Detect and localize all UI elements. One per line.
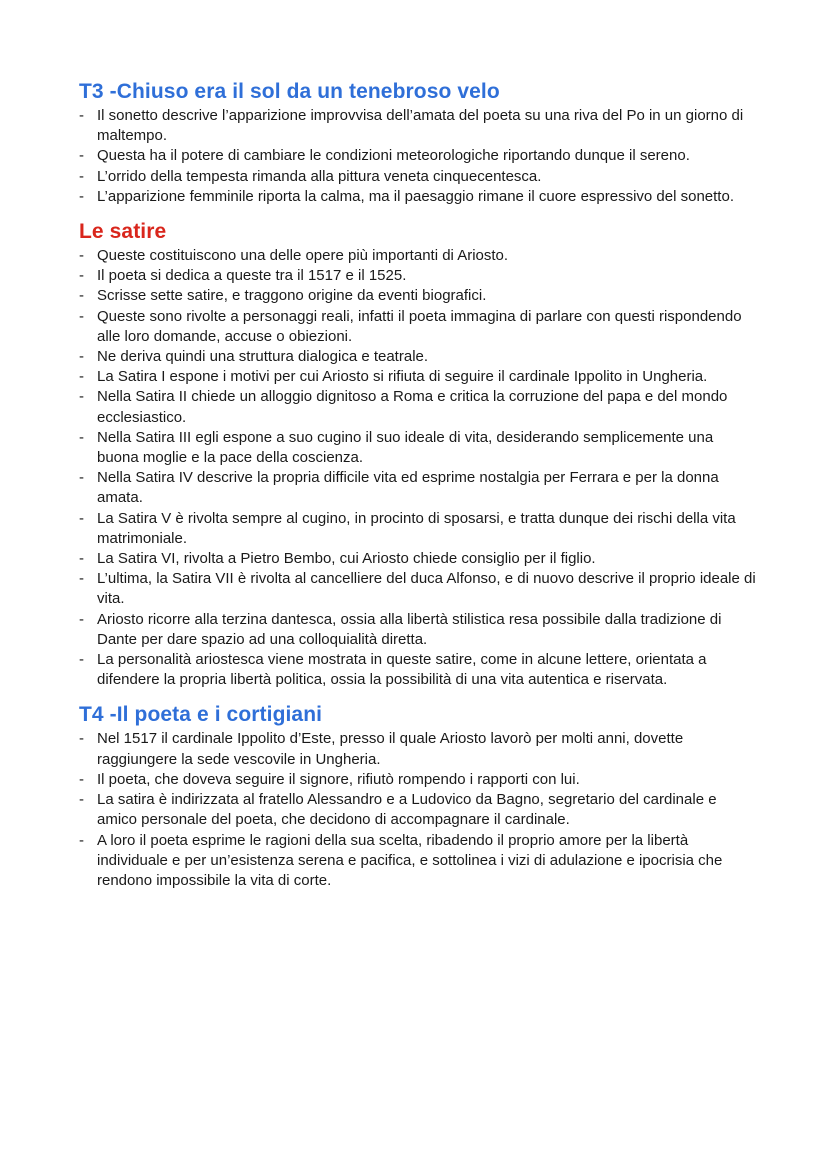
- list-item: - La personalità ariostesca viene mostrata in queste satire, come in alcune lettere, orientata a difendere la propria libertà politica, ossia la possibilità di una vita autentica e riservata.: [79, 651, 707, 689]
- list-item: - Ariosto ricorre alla terzina dantesca, ossia alla libertà stilistica resa possibile dalla tradizione di Dante per dare spazio ad una colloquialità diretta.: [79, 610, 722, 648]
- dash-bullet-icon: -: [79, 610, 84, 628]
- list-item: - Queste costituiscono una delle opere più importanti di Ariosto.: [79, 246, 758, 266]
- dash-bullet-icon: -: [79, 267, 84, 285]
- dash-bullet-icon: -: [79, 428, 84, 446]
- list-item: - La Satira I espone i motivi per cui Ariosto si rifiuta di seguire il cardinale Ippolito in Ungheria.: [79, 367, 758, 387]
- section-heading-le-satire: Le satire: [79, 220, 167, 244]
- dash-bullet-icon: -: [79, 287, 84, 305]
- section-t3: [79, 79, 758, 207]
- dash-bullet-icon: -: [79, 307, 84, 325]
- section-t4: [79, 702, 758, 891]
- dash-bullet-icon: -: [79, 509, 84, 527]
- list-item: - L’apparizione femminile riporta la calma, ma il paesaggio rimane il cuore espressivo del sonetto.: [79, 187, 758, 207]
- dash-bullet-icon: -: [79, 107, 84, 124]
- dash-bullet-icon: -: [79, 550, 84, 568]
- list-item: - Nella Satira II chiede un alloggio dignitoso a Roma e critica la corruzione del papa e del mondo ecclesiastico.: [79, 388, 728, 426]
- list-item: - Scrisse sette satire, e traggono origine da eventi biografici.: [79, 286, 758, 306]
- bullet-list-t4: [79, 729, 758, 891]
- bullet-list-t3: [79, 106, 758, 207]
- dash-bullet-icon: -: [79, 831, 84, 849]
- dash-bullet-icon: -: [79, 348, 84, 366]
- section-le-satire: [79, 219, 758, 690]
- list-item: - Nel 1517 il cardinale Ippolito d’Este, presso il quale Ariosto lavorò per molti anni, dovette raggiungere la sede vescovile in Ungheria.: [79, 730, 684, 768]
- section-heading-t4: T4 -Il poeta e i cortigiani: [79, 703, 323, 727]
- dash-bullet-icon: -: [79, 388, 84, 406]
- list-item: - L’ultima, la Satira VII è rivolta al cancelliere del duca Alfonso, e di nuovo descrive il proprio ideale di vita.: [79, 570, 756, 608]
- bullet-list-le-satire: [79, 246, 758, 690]
- dash-bullet-icon: -: [79, 187, 84, 205]
- dash-bullet-icon: -: [79, 247, 84, 265]
- list-item: - Nella Satira III egli espone a suo cugino il suo ideale di vita, desiderando semplicemente una buona moglie e la pace della coscienza.: [79, 428, 714, 467]
- dash-bullet-icon: -: [79, 147, 84, 165]
- dash-bullet-icon: -: [79, 770, 84, 788]
- dash-bullet-icon: -: [79, 570, 84, 588]
- list-item: - La Satira VI, rivolta a Pietro Bembo, cui Ariosto chiede consiglio per il figlio.: [79, 549, 758, 569]
- dash-bullet-icon: -: [79, 368, 84, 386]
- dash-bullet-icon: -: [79, 791, 84, 809]
- list-item: - Il sonetto descrive l’apparizione improvvisa dell’amata del poeta su una riva del Po in un giorno di maltempo.: [79, 107, 744, 145]
- dash-bullet-icon: -: [79, 651, 84, 669]
- list-item: - Queste sono rivolte a personaggi reali, infatti il poeta immagina di parlare con questi rispondendo alle loro domande, accuse o obiezioni.: [79, 307, 742, 345]
- list-item: - Ne deriva quindi una struttura dialogica e teatrale.: [79, 347, 758, 367]
- list-item: - A loro il poeta esprime le ragioni della sua scelta, ribadendo il proprio amore per la libertà individuale e per un’esistenza serena e pacifica, e sottolinea i vizi di adulazione e ipocrisia che rendono impossibile la vita di corte.: [79, 831, 723, 889]
- list-item: - L’orrido della tempesta rimanda alla pittura veneta cinquecentesca.: [79, 167, 758, 187]
- list-item: - Il poeta si dedica a queste tra il 1517 e il 1525.: [79, 266, 758, 286]
- list-item: - La Satira V è rivolta sempre al cugino, in procinto di sposarsi, e tratta dunque dei rischi della vita matrimoniale.: [79, 509, 736, 547]
- section-heading-t3: T3 -Chiuso era il sol da un tenebroso velo: [79, 80, 500, 103]
- list-item: - Questa ha il potere di cambiare le condizioni meteorologiche riportando dunque il sereno.: [79, 146, 758, 166]
- list-item: - La satira è indirizzata al fratello Alessandro e a Ludovico da Bagno, segretario del cardinale e amico personale del poeta, che decidono di accompagnare il cardinale.: [79, 791, 717, 829]
- dash-bullet-icon: -: [79, 469, 84, 487]
- dash-bullet-icon: -: [79, 730, 84, 748]
- list-item: - Nella Satira IV descrive la propria difficile vita ed esprime nostalgia per Ferrara e per la donna amata.: [79, 469, 719, 507]
- list-item: - Il poeta, che doveva seguire il signore, rifiutò rompendo i rapporti con lui.: [79, 770, 758, 790]
- dash-bullet-icon: -: [79, 167, 84, 185]
